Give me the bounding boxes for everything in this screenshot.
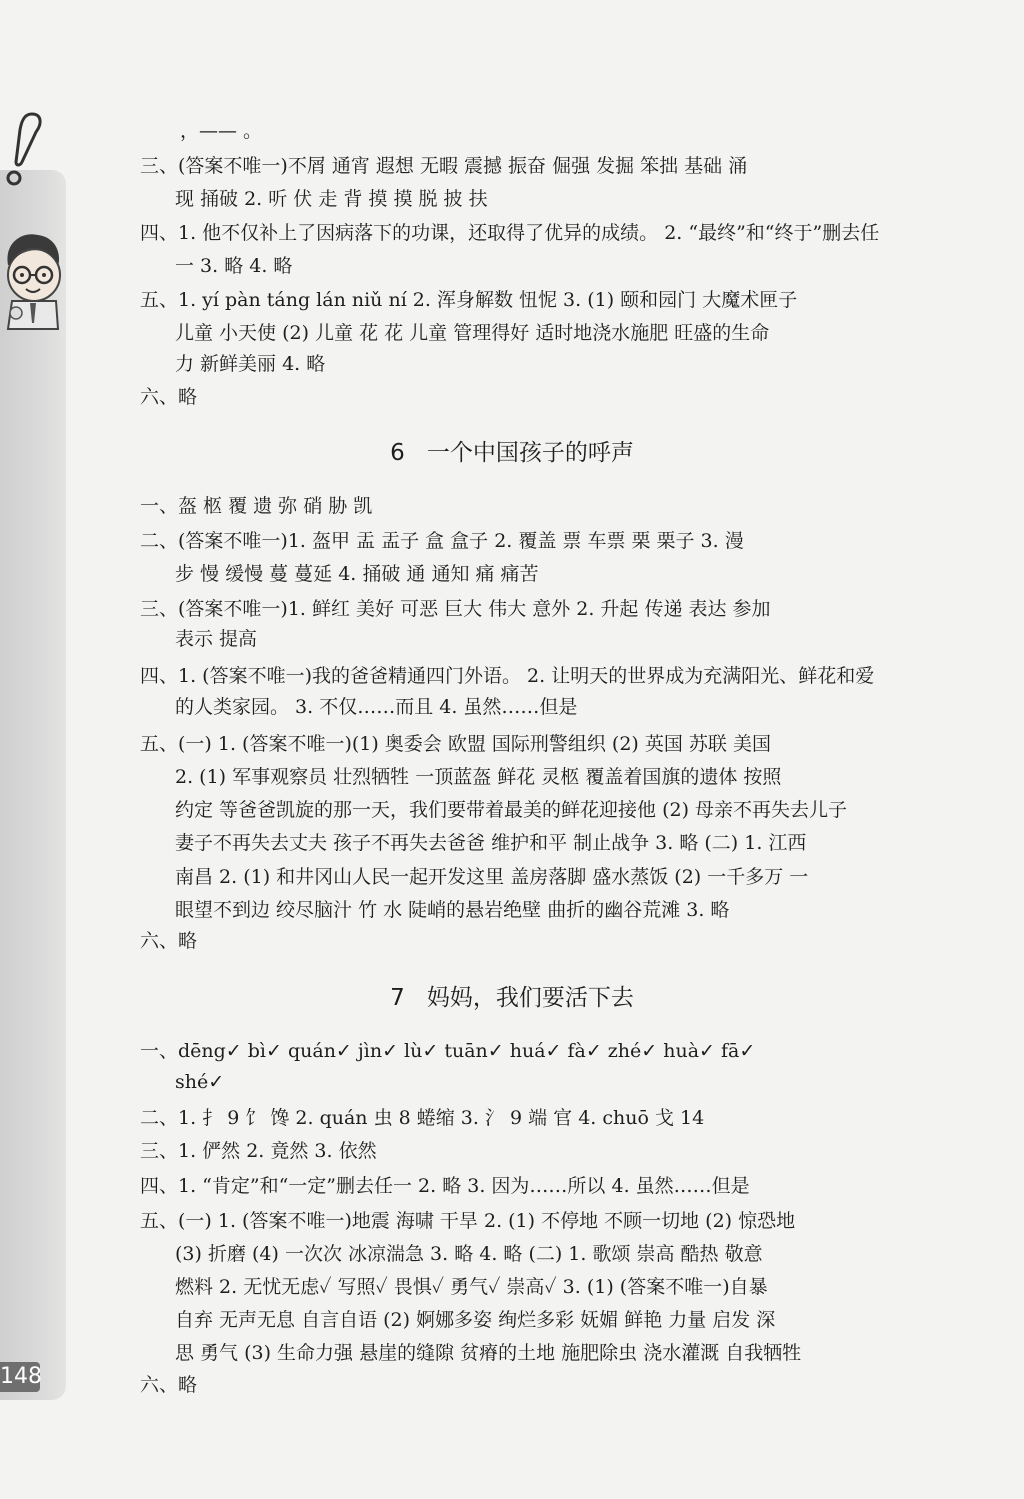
lesson6-line: 三、(答案不唯一)1. 鲜红 美好 可恶 巨大 伟大 意外 2. 升起 传递 表达 参加: [140, 598, 771, 620]
lesson7-line: 三、1. 俨然 2. 竟然 3. 依然: [140, 1140, 377, 1162]
lesson5-section5-line3: 力 新鲜美丽 4. 略: [175, 353, 326, 375]
lesson6-line: 二、(答案不唯一)1. 盔甲 盂 盂子 盒 盒子 2. 覆盖 票 车票 栗 栗子 3. 漫: [140, 530, 744, 552]
lesson6-line: 一、盔 柩 覆 遗 弥 硝 胁 凯: [140, 495, 373, 517]
lesson7-line: 四、1. “肯定”和“一定”删去任一 2. 略 3. 因为……所以 4. 虽然……但是: [140, 1175, 750, 1197]
lesson6-heading: [0, 438, 1024, 468]
lesson7-line: 五、(一) 1. (答案不唯一)地震 海啸 干旱 2. (1) 不停地 不顾一切地 (2) 惊恐地: [140, 1210, 796, 1232]
lesson6-line: 2. (1) 军事观察员 壮烈牺牲 一顶蓝盔 鲜花 灵柩 覆盖着国旗的遗体 按照: [175, 766, 782, 788]
lesson6-line: 眼望不到边 绞尽脑汁 竹 水 陡峭的悬岩绝壁 曲折的幽谷荒滩 3. 略: [175, 899, 730, 921]
page-number: 148: [0, 1362, 40, 1392]
lesson6-title: 一个中国孩子的呼声: [426, 440, 634, 466]
lesson7-line: 自弃 无声无息 自言自语 (2) 婀娜多姿 绚烂多彩 妩媚 鲜艳 力量 启发 深: [175, 1309, 776, 1331]
lesson7-line: shé✓: [175, 1071, 225, 1093]
lesson6-line: 表示 提高: [175, 628, 258, 650]
lesson7-line: 思 勇气 (3) 生命力强 悬崖的缝隙 贫瘠的土地 施肥除虫 浇水灌溉 自我牺牲: [175, 1342, 802, 1364]
lesson5-section6: 六、略: [140, 386, 198, 408]
lesson6-line: 约定 等爸爸凯旋的那一天，我们要带着最美的鲜花迎接他 (2) 母亲不再失去儿子: [175, 799, 848, 821]
lesson6-line: 步 慢 缓慢 蔓 蔓延 4. 捅破 通 通知 痛 痛苦: [175, 563, 539, 585]
lesson7-line: 一、dēng✓ bì✓ quán✓ jìn✓ lù✓ tuān✓ huá✓ fà✓ zhé✓ huà✓ fā✓: [140, 1040, 756, 1062]
lesson7-heading: [0, 983, 1024, 1013]
lesson6-line: 南昌 2. (1) 和井冈山人民一起开发这里 盖房落脚 盛水蒸饭 (2) 一千多万 一: [175, 866, 809, 888]
exclamation-icon: [2, 110, 48, 190]
lesson5-section5-line1: 五、1. yí pàn táng lán niǔ ní 2. 浑身解数 忸怩 3. (1) 颐和园门 大魔术匣子: [140, 289, 798, 311]
lesson5-section5-line2: 儿童 小天使 (2) 儿童 花 花 儿童 管理得好 适时地浇水施肥 旺盛的生命: [175, 322, 770, 344]
lesson5-section4-line1: 四、1. 他不仅补上了因病落下的功课，还取得了优异的成绩。 2. “最终”和“终于”删去任: [140, 222, 880, 244]
lesson7-line: 二、1. 扌 9 饣 馋 2. quán 虫 8 蜷缩 3. 氵 9 端 官 4. chuō 戈 14: [140, 1107, 705, 1129]
lesson6-number: 6: [390, 440, 405, 466]
lesson7-number: 7: [390, 985, 405, 1011]
lesson7-line: (3) 折磨 (4) 一次次 冰凉湍急 3. 略 4. 略 (二) 1. 歌颂 崇高 酷热 敬意: [175, 1243, 763, 1265]
top-fragment: ，—— 。: [180, 120, 263, 142]
lesson5-section4-line2: 一 3. 略 4. 略: [175, 255, 293, 277]
student-mascot-icon: [0, 225, 66, 335]
lesson7-line: 六、略: [140, 1374, 198, 1396]
lesson6-line: 六、略: [140, 930, 198, 952]
lesson6-line: 的人类家园。 3. 不仅……而且 4. 虽然……但是: [175, 696, 578, 718]
lesson5-section3-line1: 三、(答案不唯一)不屑 通宵 遐想 无暇 震撼 振奋 倔强 发掘 笨拙 基础 涌: [140, 155, 748, 177]
lesson7-line: 燃料 2. 无忧无虑✓ 写照✓ 畏惧✓ 勇气✓ 崇高✓ 3. (1) (答案不唯一)自暴: [175, 1276, 768, 1298]
lesson6-line: 妻子不再失去丈夫 孩子不再失去爸爸 维护和平 制止战争 3. 略 (二) 1. 江西: [175, 832, 807, 854]
page-margin-sidebar: [0, 170, 66, 1400]
lesson7-title: 妈妈，我们要活下去: [426, 985, 634, 1011]
lesson6-line: 四、1. (答案不唯一)我的爸爸精通四门外语。 2. 让明天的世界成为充满阳光、鲜花和爱: [140, 665, 875, 687]
lesson6-line: 五、(一) 1. (答案不唯一)(1) 奥委会 欧盟 国际刑警组织 (2) 英国 苏联 美国: [140, 733, 771, 755]
lesson5-section3-line2: 现 捅破 2. 听 伏 走 背 摸 摸 脱 披 扶: [175, 188, 488, 210]
